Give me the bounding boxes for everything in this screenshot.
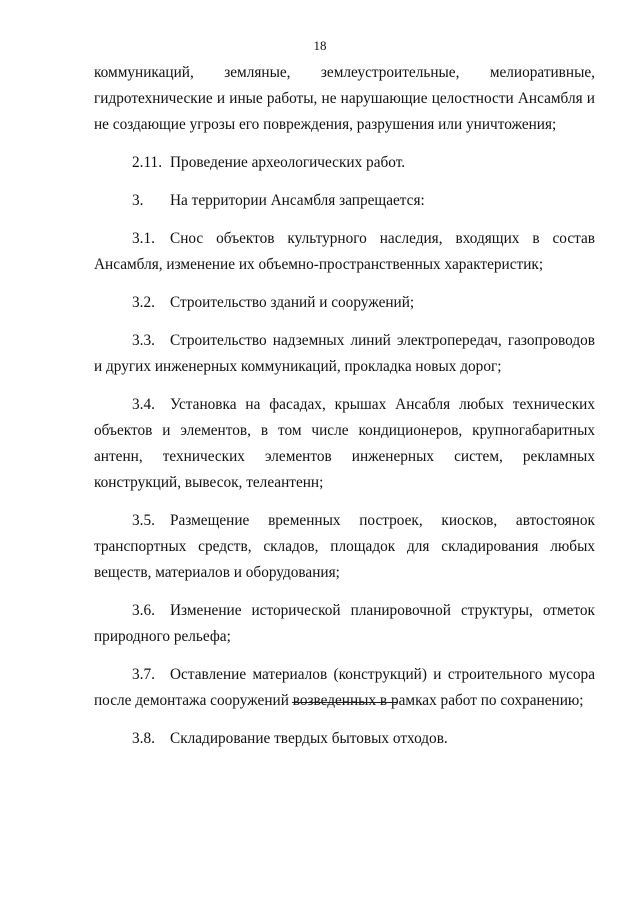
item-number: 3.5. (132, 512, 155, 529)
paragraph-3-7 (94, 662, 595, 714)
item-number: 2.11. (132, 154, 163, 171)
item-number: 3.4. (132, 396, 155, 413)
item-text: На территории Ансамбля запрещается: (170, 192, 425, 209)
paragraph-3 (94, 188, 595, 214)
item-number: 3.3. (132, 332, 155, 349)
paragraph-continuation: коммуникаций, земляные, землеустроительные, мелиоративные, гидротехнические и иные работы, не нарушающие целостности Ансамбля и не создающие угрозы его повреждения, разрушения или уничтожения; (94, 64, 595, 133)
paragraph-3-1 (94, 226, 595, 278)
paragraph-3-3 (94, 328, 595, 380)
item-text: Проведение археологических работ. (170, 154, 406, 171)
item-text: Складирование твердых бытовых отходов. (170, 730, 448, 747)
item-number: 3. (132, 192, 144, 209)
paragraph-3-6 (94, 598, 595, 650)
item-number: 3.8. (132, 730, 155, 747)
paragraph-3-8 (94, 726, 595, 752)
item-number: 3.7. (132, 666, 155, 683)
item-text: Строительство надземных линий электропередач, газопроводов и других инженерных коммуникаций, прокладка новых дорог; (94, 332, 595, 375)
item-text: Строительство зданий и сооружений; (170, 294, 415, 311)
item-number: 3.1. (132, 230, 155, 247)
item-text: Снос объектов культурного наследия, входящих в состав Ансамбля, изменение их объемно-пространственных характеристик; (94, 230, 595, 273)
document-body (94, 60, 595, 764)
paragraph-3-5 (94, 508, 595, 586)
paragraph-3-2 (94, 290, 595, 316)
item-number: 3.2. (132, 294, 155, 311)
closing-divider (292, 702, 398, 703)
page-number: 18 (313, 38, 327, 53)
item-text: Установка на фасадах, крышах Ансабля любых технических объектов и элементов, в том числе кондиционеров, крупногабаритных антенн, технических элементов инженерных систем, рекламных конструкций, вывесок, телеантенн; (94, 396, 595, 491)
item-text: Оставление материалов (конструкций) и строительного мусора после демонтажа сооружений возведенных в рамках работ по сохранению; (94, 666, 595, 709)
paragraph-3-4 (94, 392, 595, 496)
paragraph-2-11 (94, 150, 595, 176)
item-number: 3.6. (132, 602, 155, 619)
item-text: Размещение временных построек, киосков, автостоянок транспортных средств, складов, площадок для складирования любых веществ, материалов и оборудования; (94, 512, 595, 581)
item-text: Изменение исторической планировочной структуры, отметок природного рельефа; (94, 602, 595, 645)
